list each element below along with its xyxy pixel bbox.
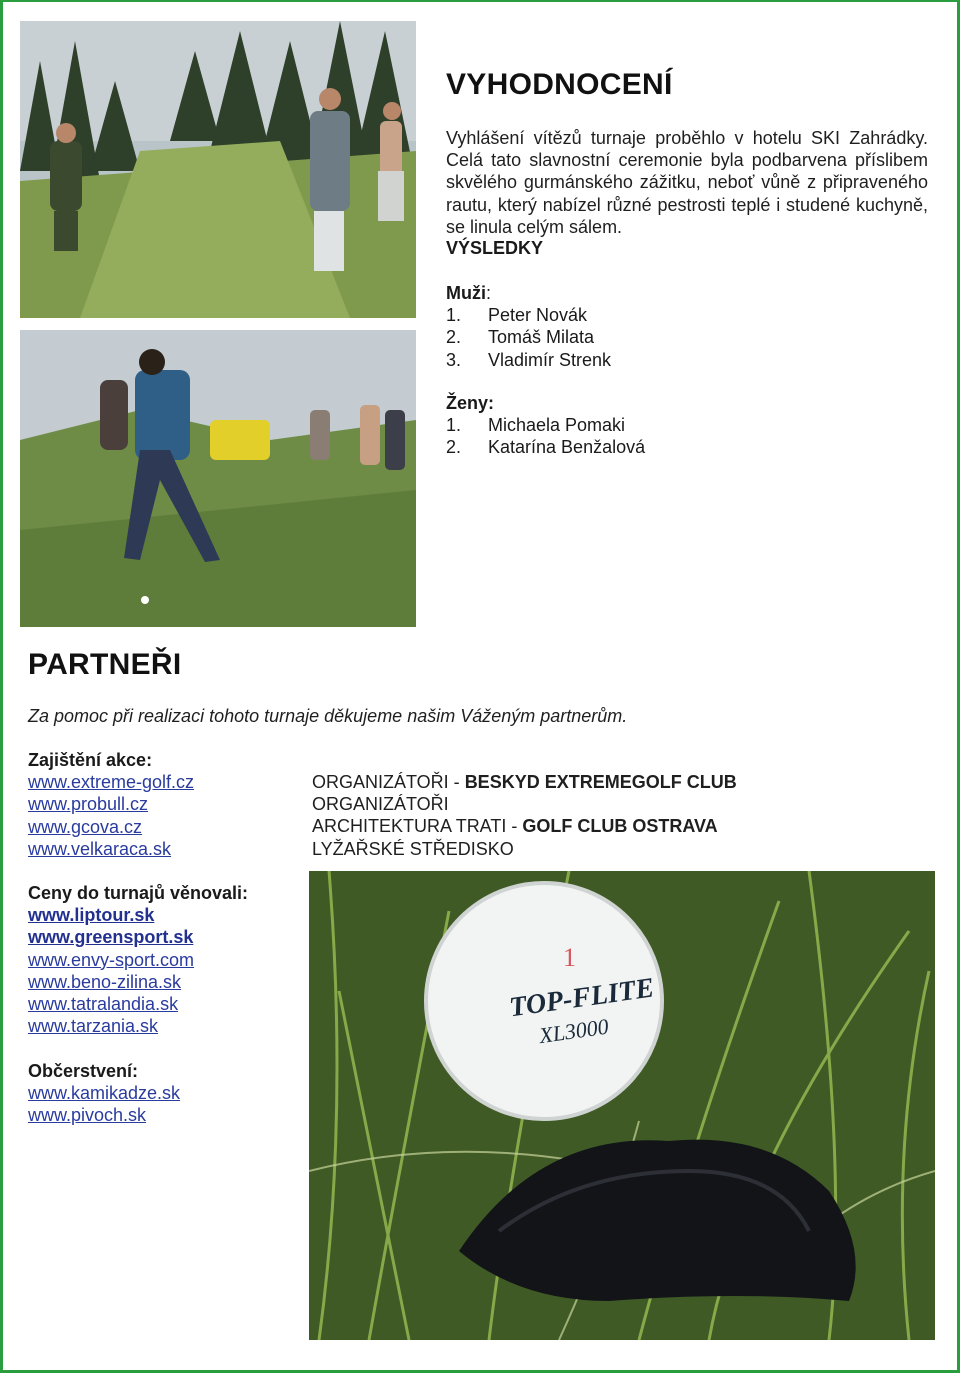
partner-link[interactable]: www.beno-zilina.sk: [28, 971, 182, 992]
category-label-women: Ženy:: [446, 393, 495, 413]
prizes-title: Ceny do turnajů věnovali:: [28, 883, 249, 903]
result-item: 3. Vladimír Strenk: [446, 349, 612, 370]
prizes-group: [28, 882, 248, 1037]
results-title: VÝSLEDKY: [446, 238, 544, 258]
partner-role: ORGANIZÁTOŘI - BESKYD EXTREMEGOLF CLUB: [312, 772, 737, 792]
partners-thanks: Za pomoc při realizaci tohoto turnaje děkujeme našim Váženým partnerům.: [28, 706, 628, 726]
ball-brand: TOP-FLITE: [507, 972, 657, 1024]
event-support-title: Zajištění akce:: [28, 750, 153, 770]
refreshments-group: [28, 1060, 180, 1127]
partner-roles: [312, 771, 737, 860]
results-men: [446, 282, 611, 371]
partner-link[interactable]: www.liptour.sk: [28, 905, 155, 926]
partner-link[interactable]: www.extreme-golf.cz: [28, 772, 195, 793]
partner-link[interactable]: www.gcova.cz: [28, 816, 143, 837]
result-item: 2. Tomáš Milata: [446, 327, 595, 348]
partner-link[interactable]: www.tatralandia.sk: [28, 994, 179, 1015]
category-label-men: Muži:: [446, 283, 492, 303]
result-item: 1. Peter Novák: [446, 305, 588, 326]
partner-role: ARCHITEKTURA TRATI - GOLF CLUB OSTRAVA: [312, 816, 718, 837]
result-item: 1. Michaela Pomaki: [446, 415, 626, 436]
results-women: [446, 392, 645, 459]
partner-link[interactable]: www.tarzania.sk: [28, 1016, 159, 1037]
ball-number: 1: [563, 943, 576, 972]
partner-link[interactable]: www.probull.cz: [28, 794, 149, 815]
partner-link[interactable]: www.velkaraca.sk: [28, 838, 172, 859]
result-item: 2. Katarína Benžalová: [446, 437, 646, 458]
partner-link[interactable]: www.greensport.sk: [28, 927, 194, 948]
section-title-partners: PARTNEŘI: [28, 648, 182, 681]
photo-golfer-swing: [20, 330, 416, 627]
partner-link[interactable]: www.envy-sport.com: [28, 949, 195, 970]
photo-golfers-meadow: [20, 21, 416, 318]
section-title-evaluation: VYHODNOCENÍ: [446, 68, 673, 101]
evaluation-paragraph: Vyhlášení vítězů turnaje proběhlo v hotelu SKI Zahrádky. Celá tato slavnostní ceremonie byla podbarvena příslibem skvělého gurmánského zážitku, neboť vůně z připraveného rautu, který nabízel různé pestrosti teplé i studené kuchyně, se linula celým sálem.: [446, 128, 928, 237]
partner-link[interactable]: www.kamikadze.sk: [28, 1083, 181, 1104]
partner-role: LYŽAŘSKÉ STŘEDISKO: [312, 838, 514, 859]
refreshments-title: Občerstvení:: [28, 1061, 139, 1081]
partner-role: ORGANIZÁTOŘI: [312, 794, 449, 815]
partner-link[interactable]: www.pivoch.sk: [28, 1105, 147, 1126]
event-support-group: [28, 749, 194, 860]
ball-model: XL3000: [537, 1013, 611, 1049]
photo-golf-ball-slug: [309, 871, 935, 1340]
